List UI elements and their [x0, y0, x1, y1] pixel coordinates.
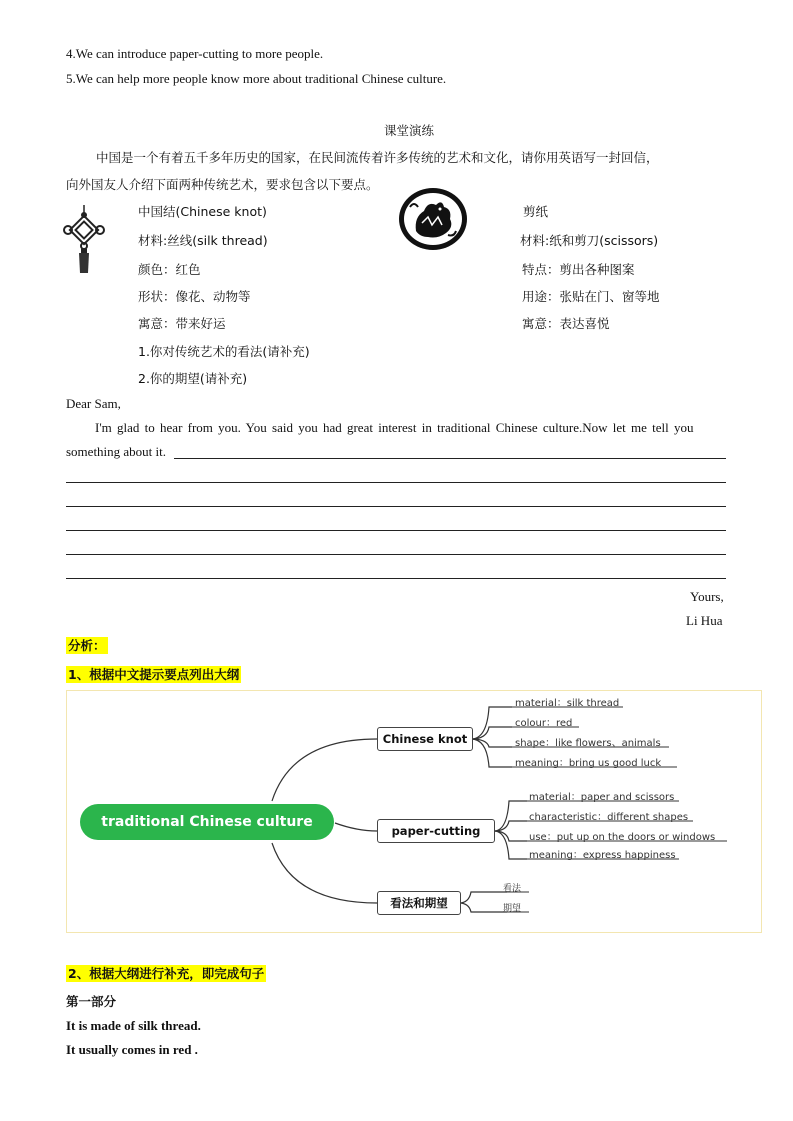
knot-meaning: 寓意：带来好运 [138, 316, 226, 331]
papercut-title: 剪纸 [523, 204, 549, 219]
knot-material: 材料:丝线(silk thread) [138, 233, 268, 248]
leaf-knot-colour: colour：red [515, 718, 573, 729]
answer-line-6[interactable] [66, 578, 726, 579]
paper-cut-rooster-icon [398, 187, 468, 251]
leaf-hope: 期望 [503, 904, 522, 914]
sentence-2: It usually comes in red . [66, 1042, 198, 1057]
summary-line-5: 5.We can help more people know more about traditional Chinese culture. [66, 71, 447, 86]
exercise-intro-1: 中国是一个有着五千多年历史的国家，在民间流传着许多传统的艺术和文化，请你用英语写一封回信， [96, 150, 659, 165]
branch-opinion-hope: 看法和期望 [377, 891, 461, 915]
answer-line-3[interactable] [66, 506, 726, 507]
answer-line-1[interactable] [174, 458, 726, 459]
knot-colour: 颜色：红色 [138, 262, 201, 277]
leaf-papercut-characteristic: characteristic：different shapes [529, 812, 689, 823]
summary-line-4: 4.We can introduce paper-cutting to more people. [66, 46, 324, 61]
letter-body-1: I'm glad to hear from you. You said you had great interest in traditional Chinese culture.Now let me tell you [95, 420, 694, 435]
branch-chinese-knot: Chinese knot [377, 727, 473, 751]
papercut-use: 用途：张贴在门、窗等地 [522, 289, 660, 304]
mind-map-root: traditional Chinese culture [80, 804, 334, 840]
analysis-step-2: 2、根据大纲进行补充，即完成句子 [68, 966, 265, 981]
leaf-papercut-use: use：put up on the doors or windows [529, 832, 716, 843]
knot-title: 中国结(Chinese knot) [138, 204, 267, 219]
leaf-knot-meaning: meaning：bring us good luck [515, 758, 662, 769]
answer-line-5[interactable] [66, 554, 726, 555]
extra-point-1: 1.你对传统艺术的看法(请补充) [138, 344, 310, 359]
part-one-label: 第一部分 [66, 994, 117, 1009]
papercut-meaning: 寓意：表达喜悦 [522, 316, 610, 331]
branch-paper-cutting: paper-cutting [377, 819, 495, 843]
chinese-knot-icon [62, 205, 106, 275]
sentence-1: It is made of silk thread. [66, 1018, 201, 1033]
extra-point-2: 2.你的期望(请补充) [138, 371, 248, 386]
exercise-title: 课堂演练 [384, 123, 435, 138]
papercut-material: 材料:纸和剪刀(scissors) [520, 233, 659, 248]
leaf-opinion: 看法 [503, 884, 522, 894]
leaf-knot-shape: shape：like flowers、animals [515, 738, 661, 749]
leaf-papercut-material: material：paper and scissors [529, 792, 675, 803]
leaf-knot-material: material：silk thread [515, 698, 620, 709]
answer-line-4[interactable] [66, 530, 726, 531]
letter-greeting: Dear Sam, [66, 396, 121, 411]
mind-map [66, 690, 762, 933]
analysis-step-1: 1、根据中文提示要点列出大纲 [68, 667, 240, 682]
letter-closing: Yours, [690, 589, 724, 604]
exercise-intro-2: 向外国友人介绍下面两种传统艺术，要求包含以下要点。 [66, 177, 379, 192]
answer-line-2[interactable] [66, 482, 726, 483]
letter-body-2: something about it. [66, 444, 167, 459]
knot-shape: 形状：像花、动物等 [138, 289, 251, 304]
leaf-papercut-meaning: meaning：express happiness [529, 850, 676, 861]
analysis-label: 分析： [68, 638, 106, 653]
letter-signature: Li Hua [686, 613, 723, 628]
papercut-feature: 特点：剪出各种图案 [522, 262, 635, 277]
